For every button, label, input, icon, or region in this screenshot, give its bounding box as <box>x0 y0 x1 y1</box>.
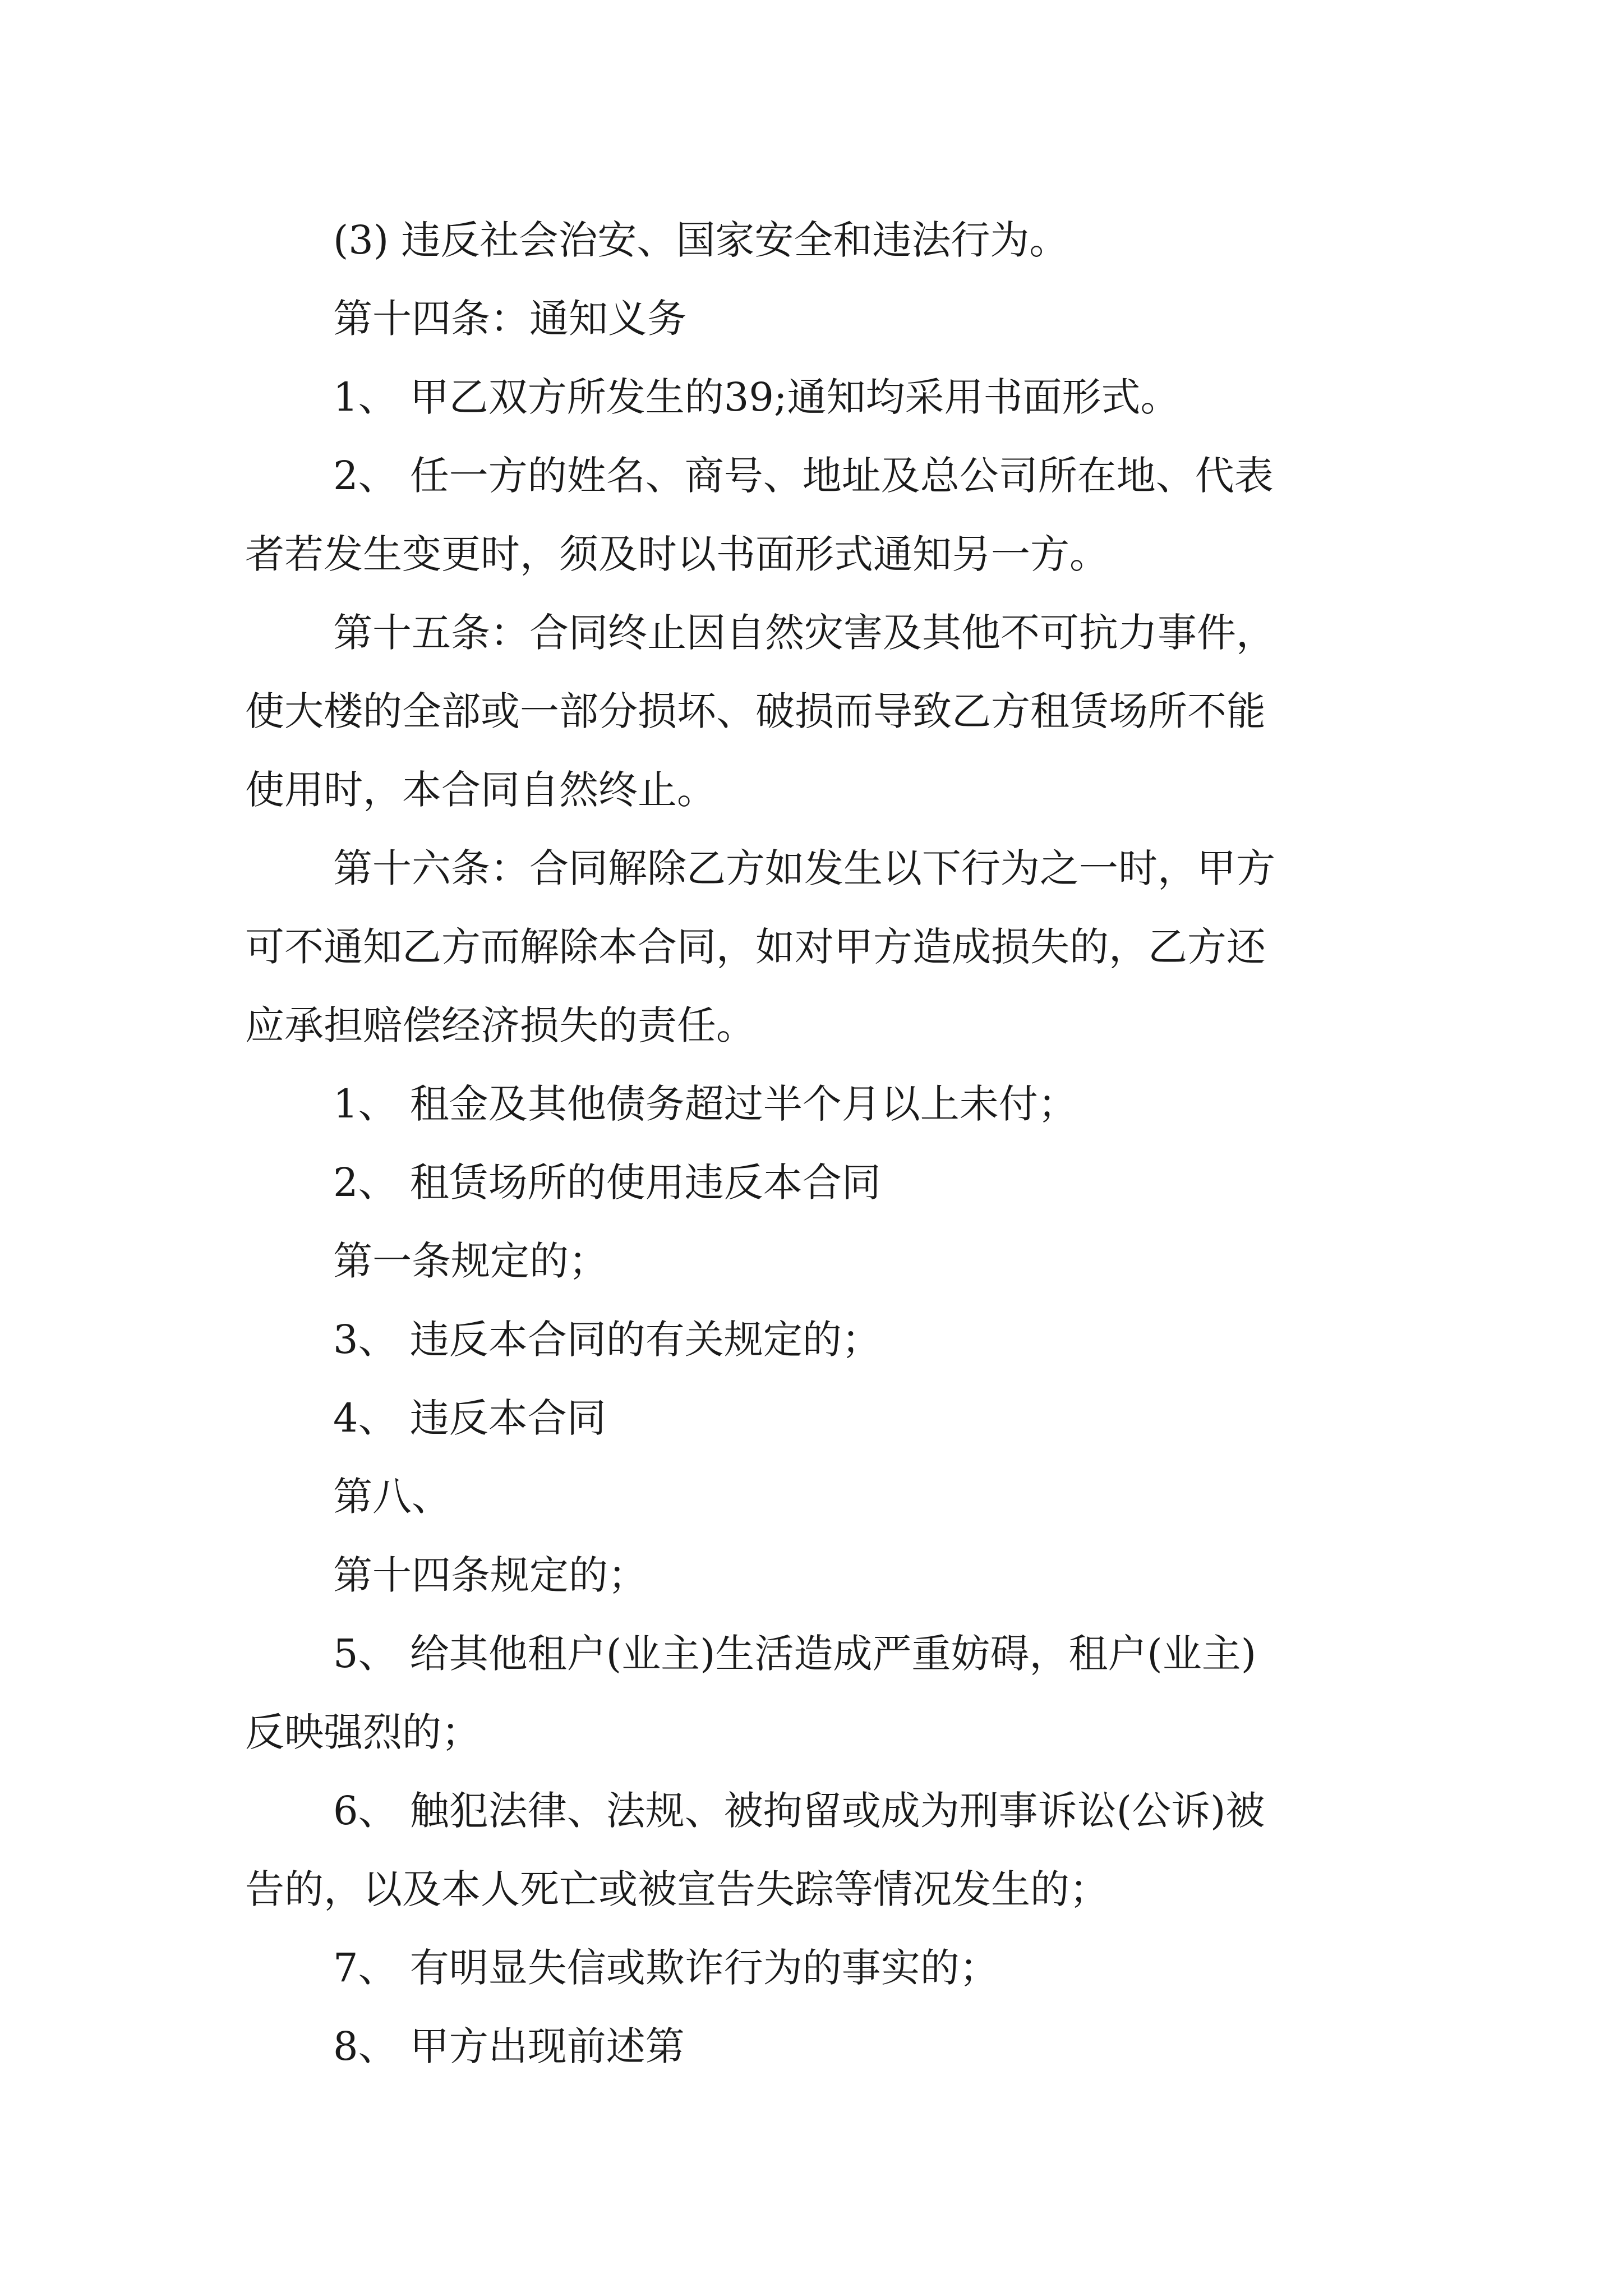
article-14-heading: 第十四条：通知义务 <box>333 296 686 342</box>
article-15-heading: 第十五条：合同终止因自然灾害及其他不可抗力事件， <box>333 610 1275 656</box>
article-14-item-2-cont: 者若发生变更时，须及时以书面形式通知另一方。 <box>245 531 1109 577</box>
article-16-item-4: 4、 违反本合同 <box>333 1395 606 1441</box>
article-16-item-5: 5、 给其他租户(业主)生活造成严重妨碍，租户(业主) <box>333 1631 1257 1677</box>
article-16-heading: 第十六条：合同解除乙方如发生以下行为之一时，甲方 <box>333 845 1275 891</box>
article-16-item-6-cont: 告的，以及本人死亡或被宣告失踪等情况发生的； <box>245 1866 1109 1912</box>
article-16-item-5-cont: 反映强烈的； <box>245 1709 481 1755</box>
article-14-item-2: 2、 任一方的姓名、商号、地址及总公司所在地、代表 <box>333 453 1274 499</box>
article-15-cont-2: 使用时，本合同自然终止。 <box>245 767 716 813</box>
article-16-item-7: 7、 有明显失信或欺诈行为的事实的； <box>333 1945 999 1991</box>
article-16-item-2-cont: 第一条规定的； <box>333 1238 608 1284</box>
article-16-item-2: 2、 租赁场所的使用违反本合同 <box>333 1159 881 1205</box>
article-16-item-8: 8、 甲方出现前述第 <box>333 2023 685 2069</box>
article-16-cont-2: 应承担赔偿经济损失的责任。 <box>245 1002 755 1048</box>
article-15-cont-1: 使大楼的全部或一部分损坏、破损而导致乙方租赁场所不能 <box>245 688 1266 734</box>
article-16-cont-1: 可不通知乙方而解除本合同，如对甲方造成损失的，乙方还 <box>245 924 1266 970</box>
article-16-item-6: 6、 触犯法律、法规、被拘留或成为刑事诉讼(公诉)被 <box>333 1788 1265 1834</box>
article-16-item-1: 1、 租金及其他债务超过半个月以上未付； <box>333 1081 1077 1127</box>
clause-line-3: (3) 违反社会治安、国家安全和违法行为。 <box>333 217 1069 263</box>
article-14-item-1: 1、 甲乙双方所发生的39;通知均采用书面形式。 <box>333 374 1180 420</box>
article-16-item-4-cont-2: 第十四条规定的； <box>333 1552 647 1598</box>
article-16-item-4-cont-1: 第八、 <box>333 1474 451 1520</box>
article-16-item-3: 3、 违反本合同的有关规定的； <box>333 1317 881 1363</box>
